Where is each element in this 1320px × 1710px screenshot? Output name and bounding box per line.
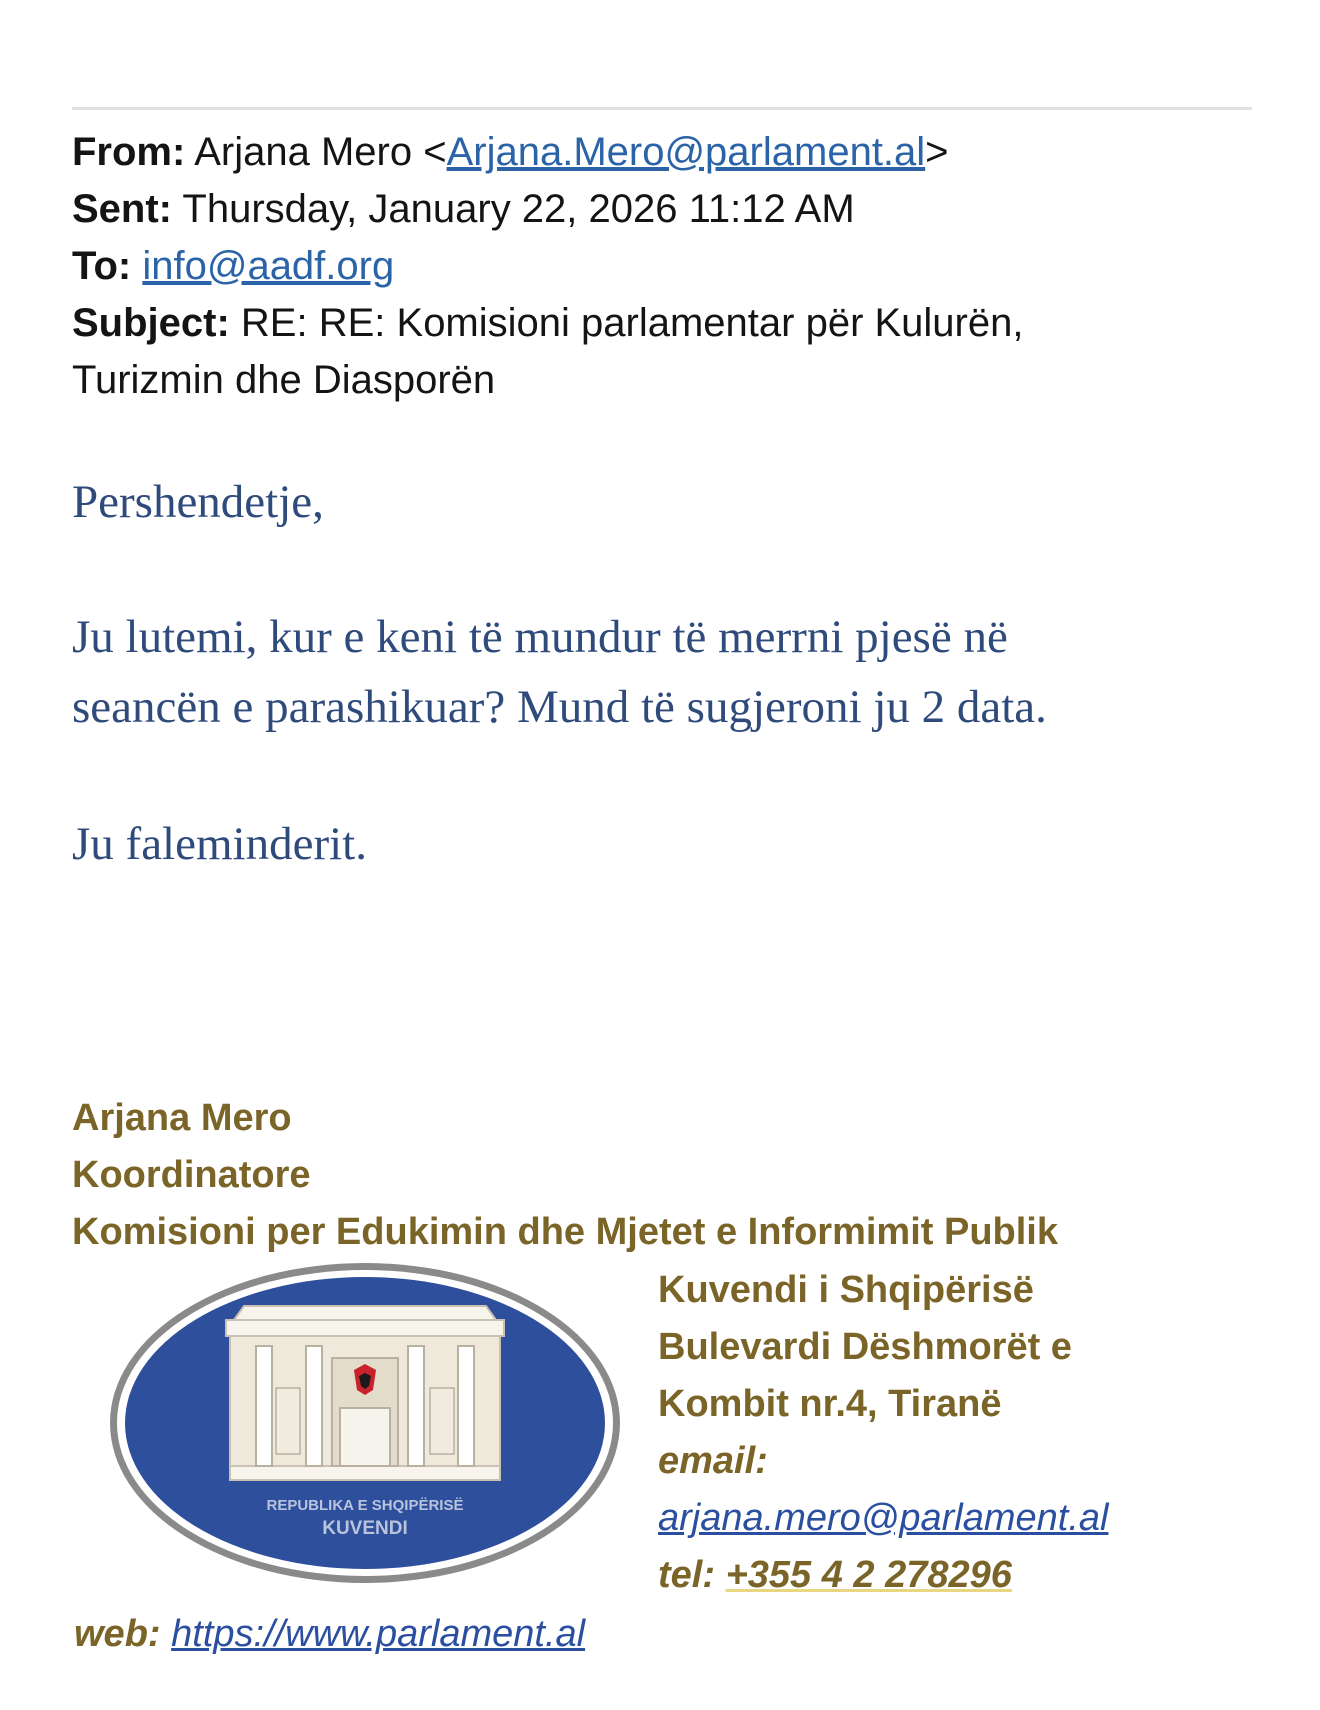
kuvendi-logo [106,1258,624,1588]
email-header [72,124,1262,409]
subject-line-1: RE: RE: Komisioni parlamentar për Kulurën, [240,301,1024,345]
signature-block [72,1090,1292,1261]
from-email-link[interactable]: Arjana.Mero@parlament.al [446,130,926,174]
from-label: From: [72,130,186,174]
signature-tel-number[interactable]: +355 4 2 278296 [725,1554,1012,1596]
signature-tel-row [658,1547,1258,1604]
signature-name: Arjana Mero [72,1097,292,1139]
message-line-2: seancën e parashikuar? Mund të sugjeroni ju 2 data. [72,681,1047,733]
logo-kuvendi-text: KUVENDI [322,1518,408,1539]
greeting: Pershendetje, [72,476,324,528]
signature-committee: Komisioni per Edukimin dhe Mjetet e Informimit Publik [72,1211,1058,1253]
to-row [72,238,1262,295]
signature-institution: Kuvendi i Shqipërisë [658,1269,1034,1311]
from-name: Arjana Mero < [194,130,447,174]
to-email-link[interactable]: info@aadf.org [142,244,395,288]
closing-thanks: Ju faleminderit. [72,818,367,870]
header-divider [72,107,1252,110]
signature-email-label: email: [658,1440,768,1482]
signature-email-link[interactable]: arjana.mero@parlament.al [658,1497,1109,1539]
signature-web-row [74,1606,585,1663]
from-row [72,124,1262,181]
signature-contact [658,1262,1258,1604]
signature-address-1: Bulevardi Dëshmorët e [658,1326,1072,1368]
signature-tel-label: tel: [658,1554,715,1596]
message-line-1: Ju lutemi, kur e keni të mundur të merrni pjesë në [72,611,1008,663]
subject-line-2: Turizmin dhe Diasporën [72,358,496,402]
signature-title: Koordinatore [72,1154,311,1196]
message-paragraph [72,602,1272,742]
logo-republic-text: REPUBLIKA E SHQIPËRISË [266,1497,464,1514]
sent-row [72,181,1262,238]
sent-label: Sent: [72,187,172,231]
signature-address-2: Kombit nr.4, Tiranë [658,1383,1002,1425]
from-close: > [925,130,949,174]
subject-label: Subject: [72,301,230,345]
to-label: To: [72,244,132,288]
sent-value: Thursday, January 22, 2026 11:12 AM [182,187,855,231]
subject-row [72,295,1262,352]
signature-web-label: web: [74,1613,161,1655]
signature-web-link[interactable]: https://www.parlament.al [171,1613,586,1655]
